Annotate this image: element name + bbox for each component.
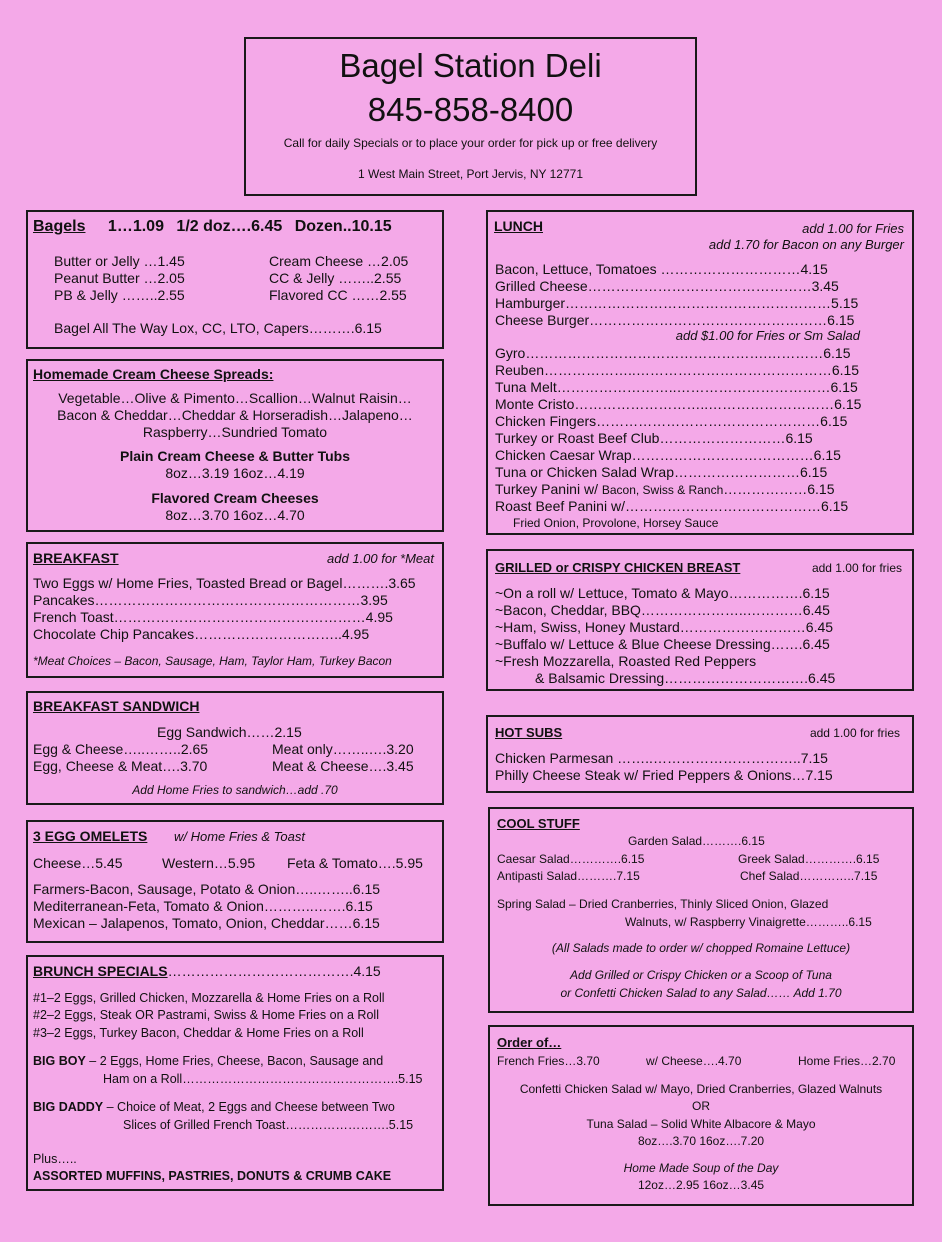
menu-item: Chicken Parmesan ……..…………………………..7.15 [495,750,828,766]
plus-label: Plus….. [33,1152,77,1166]
section-note: add 1.00 for fries [811,561,902,575]
plain-tubs-price: 8oz…3.19 16oz…4.19 [165,465,305,481]
menu-item: Monte Cristo………………………..………………………6.15 [495,396,862,412]
section-title: BREAKFAST SANDWICH [33,698,200,714]
turkey-panini [495,481,835,499]
menu-item: Greek Salad………….6.15 [738,852,880,866]
menu-item: Cream Cheese …2.05 [269,253,409,269]
flavored-title: Flavored Cream Cheeses [151,490,319,506]
soup-title: Home Made Soup of the Day [623,1161,779,1175]
big-daddy-desc: – Choice of Meat, 2 Eggs and Cheese between Two [103,1100,395,1114]
big-daddy-cont: Slices of Grilled French Toast…………………….5.15 [123,1118,414,1132]
section-note: add 1.00 for *Meat [327,551,434,566]
big-daddy [33,1099,395,1117]
menu-item: Chef Salad…………..7.15 [740,869,878,883]
bagels-title-row [33,218,392,236]
order-of-section [488,1025,914,1206]
turkey-panini-name: Turkey Panini w/ [495,481,602,497]
breakfast-section [26,542,444,678]
section-note: (All Salads made to order w/ chopped Romaine Lettuce) [551,941,851,955]
menu-item: #1–2 Eggs, Grilled Chicken, Mozzarella & Home Fries on a Roll [33,991,385,1005]
section-title: 3 EGG OMELETS [33,828,148,844]
menu-item: & Balsamic Dressing………………………….6.45 [535,670,836,686]
omelets-section [26,820,444,943]
big-boy-desc: – 2 Eggs, Home Fries, Cheese, Bacon, Sausage and [85,1054,384,1068]
menu-item: Meat & Cheese….3.45 [272,758,414,774]
flavored-price: 8oz…3.70 16oz…4.70 [165,507,305,523]
menu-item: Egg, Cheese & Meat….3.70 [33,758,208,774]
menu-item: Mexican – Jalapenos, Tomato, Onion, Cheddar……6.15 [33,915,380,931]
menu-item: Antipasti Salad……….7.15 [497,869,640,883]
menu-item: #2–2 Eggs, Steak OR Pastrami, Swiss & Home Fries on a Roll [33,1008,379,1022]
menu-item: ~Fresh Mozzarella, Roasted Red Peppers [495,653,757,669]
menu-item: Butter or Jelly …1.45 [54,253,185,269]
section-subtitle: w/ Home Fries & Toast [174,829,306,844]
menu-item: #3–2 Eggs, Turkey Bacon, Cheddar & Home Fries on a Roll [33,1026,364,1040]
menu-item: PB & Jelly ……..2.55 [54,287,185,303]
menu-item: Hamburger…………………………………………………5.15 [495,295,859,311]
menu-item: Mediterranean-Feta, Tomato & Onion………..…….6.15 [33,898,373,914]
menu-item: ~On a roll w/ Lettuce, Tomato & Mayo…………….6.15 [495,585,830,601]
soup-price: 12oz…2.95 16oz…3.45 [637,1178,765,1192]
spreads-line: Raspberry…Sundried Tomato [142,424,328,440]
menu-item: Peanut Butter …2.05 [54,270,185,286]
assorted-line: ASSORTED MUFFINS, PASTRIES, DONUTS & CRUMB CAKE [33,1169,392,1183]
bagel-single-price: 1…1.09 [107,218,164,235]
menu-item: Caesar Salad………….6.15 [497,852,645,866]
section-note: add 1.00 for Fries [802,221,904,236]
menu-item: Pancakes…………………………………………………3.95 [33,592,388,608]
plain-tubs-title: Plain Cream Cheese & Butter Tubs [119,448,351,464]
cool-stuff-section [488,807,914,1013]
menu-item: Meat only……..….3.20 [272,741,414,757]
header-box [244,37,697,196]
menu-item: Tuna Melt……………………..……………………………6.15 [495,379,858,395]
menu-item: Reuben………………..……………………………………6.15 [495,362,860,378]
menu-item: Cheese Burger……………………………………………6.15 [495,312,855,328]
section-title: BRUNCH SPECIALS [33,963,168,979]
bagel-dozen-price: Dozen..10.15 [294,218,392,235]
menu-item: Chicken Caesar Wrap…………………………………6.15 [495,447,841,463]
menu-item: Gyro…………………………………………….…………6.15 [495,345,851,361]
menu-item: Tuna Salad – Solid White Albacore & Mayo [586,1117,816,1131]
section-title: HOT SUBS [495,725,563,740]
brunch-title-row [33,963,381,979]
add-on-line: or Confetti Chicken Salad to any Salad…… Add 1.70 [560,986,842,1000]
menu-item: Chocolate Chip Pancakes…………………………..4.95 [33,626,370,642]
menu-item: Spring Salad – Dried Cranberries, Thinly Sliced Onion, Glazed [497,897,829,911]
lunch-section [486,210,914,535]
turkey-panini-desc: Bacon, Swiss & Ranch [601,483,724,497]
section-title: GRILLED or CRISPY CHICKEN BREAST [495,560,741,575]
menu-item: French Toast………………………………………………4.95 [33,609,393,625]
menu-item: Bagel All The Way Lox, CC, LTO, Capers……….6.15 [54,320,382,336]
menu-item: Philly Cheese Steak w/ Fried Peppers & Onions…7.15 [495,767,833,783]
deli-phone: 845-858-8400 [367,91,574,128]
menu-item: Cheese…5.45 [33,855,123,871]
section-note: add 1.00 for fries [809,726,900,740]
spreads-line: Bacon & Cheddar…Cheddar & Horseradish…Jalapeno… [57,407,413,423]
menu-item: Confetti Chicken Salad w/ Mayo, Dried Cranberries, Glazed Walnuts [519,1082,883,1096]
or-label: OR [692,1099,710,1113]
chicken-section [486,549,914,691]
menu-item: Bacon, Lettuce, Tomatoes …………………………4.15 [495,261,828,277]
menu-item: Feta & Tomato….5.95 [287,855,423,871]
section-note: add $1.00 for Fries or Sm Salad [675,328,860,343]
menu-item: Egg Sandwich……2.15 [157,724,302,740]
section-title: COOL STUFF [497,816,580,831]
menu-item: ~Bacon, Cheddar, BBQ…………………..…………6.45 [495,602,830,618]
breakfast-sandwich-section [26,691,444,805]
menu-item: CC & Jelly ……..2.55 [269,270,402,286]
menu-item: ~Ham, Swiss, Honey Mustard………………………6.45 [495,619,834,635]
menu-item: Farmers-Bacon, Sausage, Potato & Onion…..……..6.15 [33,881,381,897]
menu-item: Home Fries…2.70 [798,1054,896,1068]
big-boy-cont: Ham on a Roll…………………………………………….5.15 [103,1072,423,1086]
menu-item: Chicken Fingers…………………………………………6.15 [495,413,848,429]
tagline: Call for daily Specials or to place your order for pick up or free delivery [283,136,658,150]
bagels-title: Bagels [33,218,86,235]
big-daddy-label: BIG DADDY [33,1100,104,1114]
menu-item: Tuna or Chicken Salad Wrap………………………6.15 [495,464,828,480]
menu-item: Roast Beef Panini w/……………………………………6.15 [495,498,849,514]
spreads-line: Vegetable…Olive & Pimento…Scallion…Walnut Raisin… [58,390,412,406]
menu-item: Grilled Cheese…………………………………………3.45 [495,278,839,294]
brunch-section [26,955,444,1191]
big-boy-label: BIG BOY [33,1054,86,1068]
menu-item: Turkey or Roast Beef Club………………………6.15 [495,430,813,446]
spreads-section [26,359,444,532]
section-note: Add Home Fries to sandwich…add .70 [132,783,338,797]
big-boy [33,1053,383,1071]
menu-item: French Fries…3.70 [497,1054,600,1068]
section-title: LUNCH [494,218,543,234]
add-on-line: Add Grilled or Crispy Chicken or a Scoop of Tuna [570,968,832,982]
menu-item: Walnuts, w/ Raspberry Vinaigrette………..6.15 [625,915,872,929]
section-title: BREAKFAST [33,550,119,566]
bagels-section [26,210,444,349]
address: 1 West Main Street, Port Jervis, NY 12771 [358,167,583,181]
turkey-panini-price: ………………6.15 [723,481,835,497]
tuna-price: 8oz….3.70 16oz….7.20 [637,1134,765,1148]
meat-choices: *Meat Choices – Bacon, Sausage, Ham, Taylor Ham, Turkey Bacon [33,654,392,668]
section-note: add 1.70 for Bacon on any Burger [708,237,904,252]
menu-item: Western…5.95 [162,855,256,871]
roast-beef-desc: Fried Onion, Provolone, Horsey Sauce [513,516,719,530]
hot-subs-section [486,715,914,793]
deli-name: Bagel Station Deli [339,47,602,84]
bagel-halfdozen-price: 1/2 doz….6.45 [176,218,283,235]
menu-item: Flavored CC ……2.55 [269,287,407,303]
menu-item: Egg & Cheese…..……..2.65 [33,741,209,757]
menu-item: Two Eggs w/ Home Fries, Toasted Bread or Bagel……….3.65 [33,575,416,591]
menu-item: ~Buffalo w/ Lettuce & Blue Cheese Dressing…….6.45 [495,636,830,652]
menu-item: w/ Cheese….4.70 [646,1054,742,1068]
section-title: Homemade Cream Cheese Spreads: [33,366,274,382]
menu-item: Garden Salad……….6.15 [628,834,765,848]
brunch-price: ………………………………….4.15 [167,963,381,979]
section-title: Order of… [497,1035,562,1050]
